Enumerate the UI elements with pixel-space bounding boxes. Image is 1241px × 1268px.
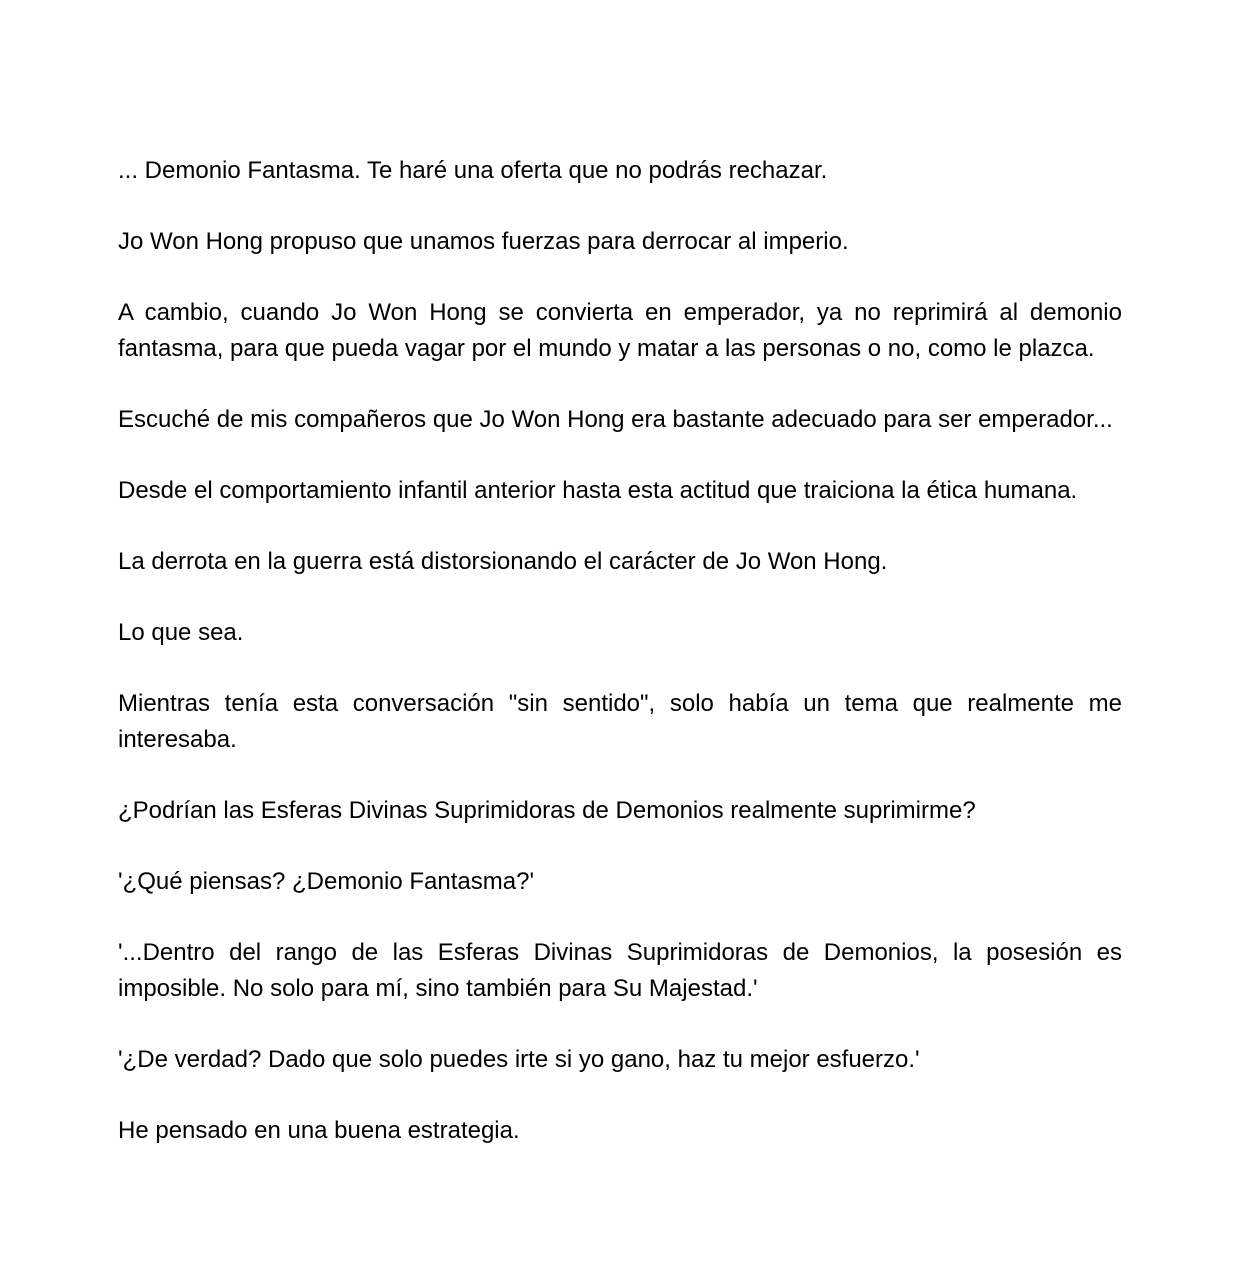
paragraph-13: He pensado en una buena estrategia. bbox=[118, 1117, 520, 1144]
document-page bbox=[118, 153, 1122, 1149]
paragraph-1: ... Demonio Fantasma. Te haré una oferta que no podrás rechazar. bbox=[118, 157, 828, 184]
paragraph-4: Escuché de mis compañeros que Jo Won Hong era bastante adecuado para ser emperador... bbox=[118, 406, 1113, 433]
paragraph-7: Lo que sea. bbox=[118, 619, 244, 646]
paragraph-9: ¿Podrían las Esferas Divinas Suprimidoras de Demonios realmente suprimirme? bbox=[118, 797, 976, 824]
paragraph-8: Mientras tenía esta conversación "sin sentido", solo había un tema que realmente me interesaba. bbox=[118, 690, 1122, 753]
paragraph-11: '...Dentro del rango de las Esferas Divinas Suprimidoras de Demonios, la posesión es imposible. No solo para mí, sino también para Su Majestad.' bbox=[118, 939, 1122, 1002]
paragraph-3: A cambio, cuando Jo Won Hong se convierta en emperador, ya no reprimirá al demonio fantasma, para que pueda vagar por el mundo y matar a las personas o no, como le plazca. bbox=[118, 299, 1122, 362]
paragraph-6: La derrota en la guerra está distorsionando el carácter de Jo Won Hong. bbox=[118, 548, 888, 575]
paragraph-2: Jo Won Hong propuso que unamos fuerzas para derrocar al imperio. bbox=[118, 228, 849, 255]
paragraph-10: '¿Qué piensas? ¿Demonio Fantasma?' bbox=[118, 868, 535, 895]
paragraph-5: Desde el comportamiento infantil anterior hasta esta actitud que traiciona la ética humana. bbox=[118, 477, 1078, 504]
paragraph-12: '¿De verdad? Dado que solo puedes irte si yo gano, haz tu mejor esfuerzo.' bbox=[118, 1046, 920, 1073]
